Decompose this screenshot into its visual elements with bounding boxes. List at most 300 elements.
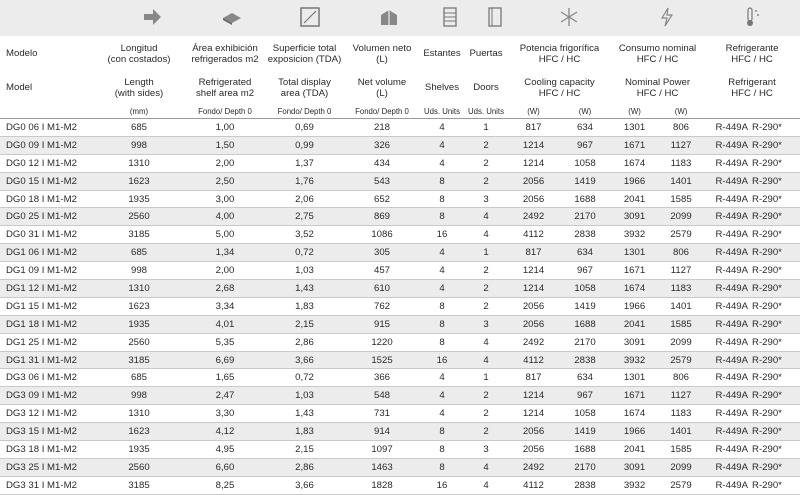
header-length-en: Length (with sides)	[114, 76, 164, 99]
volume-cell: 218	[344, 119, 420, 137]
display-area-cell: 2,86	[265, 333, 344, 351]
refrigerant-hc-cell: R-290*	[752, 172, 800, 190]
shelves-cell: 4	[420, 280, 464, 298]
refrigerant-hc-cell: R-290*	[752, 119, 800, 137]
display-area-cell: 1,03	[265, 262, 344, 280]
header-shelves-es: Estantes	[423, 48, 461, 59]
unit-power-hfc: (W)	[611, 104, 658, 119]
shelf-area-cell: 6,60	[185, 458, 265, 476]
shelves-icon	[439, 6, 461, 28]
shelf-area-cell: 6,69	[185, 351, 265, 369]
model-cell: DG0 18 I M1-M2	[0, 190, 93, 208]
volume-cell: 543	[344, 172, 420, 190]
volume-cell: 610	[344, 280, 420, 298]
cooling-hfc-cell: 2056	[508, 441, 559, 459]
cooling-hfc-cell: 2492	[508, 458, 559, 476]
refrigerant-hfc-cell: R-449A	[704, 333, 752, 351]
shelves-cell: 4	[420, 244, 464, 262]
shelves-cell: 8	[420, 458, 464, 476]
header-cooling-es: Potencia frigorífica HFC / HC	[519, 42, 600, 65]
power-hfc-cell: 1301	[611, 369, 658, 387]
power-hfc-cell: 3932	[611, 226, 658, 244]
doors-cell: 1	[464, 244, 508, 262]
doors-cell: 2	[464, 136, 508, 154]
table-row	[0, 119, 800, 137]
length-cell: 2560	[93, 208, 185, 226]
cooling-hfc-cell: 1214	[508, 136, 559, 154]
length-cell: 998	[93, 387, 185, 405]
doors-cell: 2	[464, 280, 508, 298]
icon-band	[0, 0, 800, 36]
volume-cell: 1828	[344, 476, 420, 494]
power-hfc-cell: 1966	[611, 423, 658, 441]
shelves-cell: 4	[420, 136, 464, 154]
shelf-area-cell: 1,00	[185, 119, 265, 137]
cooling-hc-cell: 1688	[559, 315, 611, 333]
power-hc-cell: 2099	[658, 333, 704, 351]
model-cell: DG0 09 I M1-M2	[0, 136, 93, 154]
display-area-cell: 1,37	[265, 154, 344, 172]
table-row	[0, 315, 800, 333]
shelf-tilted-icon	[221, 6, 243, 28]
power-hc-cell: 2579	[658, 476, 704, 494]
refrigerant-hc-cell: R-290*	[752, 208, 800, 226]
cooling-hc-cell: 2838	[559, 476, 611, 494]
refrigerant-hfc-cell: R-449A	[704, 136, 752, 154]
doors-cell: 4	[464, 476, 508, 494]
refrigerant-hfc-cell: R-449A	[704, 405, 752, 423]
volume-cell: 915	[344, 315, 420, 333]
cooling-hfc-cell: 817	[508, 119, 559, 137]
arrow-right-icon	[141, 6, 163, 28]
length-cell: 1623	[93, 172, 185, 190]
unit-length: (mm)	[93, 104, 185, 119]
cooling-hc-cell: 1419	[559, 172, 611, 190]
power-hfc-cell: 1674	[611, 280, 658, 298]
cooling-hfc-cell: 4112	[508, 226, 559, 244]
table-row	[0, 351, 800, 369]
shelf-area-cell: 5,35	[185, 333, 265, 351]
table-row	[0, 369, 800, 387]
shelf-area-cell: 3,34	[185, 297, 265, 315]
shelves-cell: 8	[420, 423, 464, 441]
cooling-hc-cell: 967	[559, 262, 611, 280]
cooling-hfc-cell: 1214	[508, 262, 559, 280]
header-shelf-area-es: Área exhibición refrigerados m2	[191, 42, 259, 65]
shelf-area-cell: 4,00	[185, 208, 265, 226]
power-hfc-cell: 1674	[611, 154, 658, 172]
table-row	[0, 226, 800, 244]
table-row	[0, 441, 800, 459]
cooling-hfc-cell: 2492	[508, 208, 559, 226]
display-window-icon	[299, 6, 321, 28]
header-model-en: Model	[6, 82, 33, 93]
header-power-en: Nominal Power HFC / HC	[624, 76, 691, 99]
refrigerant-hfc-cell: R-449A	[704, 262, 752, 280]
header-volume-es: Volumen neto (L)	[352, 42, 412, 65]
display-area-cell: 2,15	[265, 315, 344, 333]
power-hc-cell: 806	[658, 369, 704, 387]
refrigerant-hc-cell: R-290*	[752, 315, 800, 333]
refrigerant-hc-cell: R-290*	[752, 244, 800, 262]
power-hc-cell: 1401	[658, 297, 704, 315]
shelves-cell: 4	[420, 369, 464, 387]
volume-cell: 326	[344, 136, 420, 154]
doors-cell: 2	[464, 387, 508, 405]
length-cell: 2560	[93, 333, 185, 351]
doors-cell: 2	[464, 172, 508, 190]
unit-volume: Fondo/ Depth 0	[344, 104, 420, 119]
table-row	[0, 136, 800, 154]
refrigerant-hc-cell: R-290*	[752, 458, 800, 476]
doors-cell: 3	[464, 190, 508, 208]
thermometer-icon	[740, 6, 762, 28]
power-hc-cell: 1183	[658, 405, 704, 423]
cooling-hc-cell: 634	[559, 369, 611, 387]
shelves-cell: 16	[420, 351, 464, 369]
length-cell: 685	[93, 244, 185, 262]
model-cell: DG1 12 I M1-M2	[0, 280, 93, 298]
volume-cell: 1220	[344, 333, 420, 351]
shelves-cell: 8	[420, 315, 464, 333]
model-cell: DG0 15 I M1-M2	[0, 172, 93, 190]
shelves-cell: 8	[420, 333, 464, 351]
refrigerant-hc-cell: R-290*	[752, 154, 800, 172]
power-hfc-cell: 1671	[611, 387, 658, 405]
power-hc-cell: 1127	[658, 136, 704, 154]
power-hc-cell: 1127	[658, 262, 704, 280]
doors-cell: 4	[464, 333, 508, 351]
volume-cell: 305	[344, 244, 420, 262]
power-hfc-cell: 1301	[611, 244, 658, 262]
cooling-hfc-cell: 4112	[508, 476, 559, 494]
shelves-cell: 16	[420, 476, 464, 494]
display-area-cell: 3,66	[265, 476, 344, 494]
refrigerant-hfc-cell: R-449A	[704, 351, 752, 369]
refrigerant-hfc-cell: R-449A	[704, 458, 752, 476]
cooling-hc-cell: 1419	[559, 297, 611, 315]
doors-cell: 2	[464, 262, 508, 280]
power-hfc-cell: 1966	[611, 297, 658, 315]
doors-cell: 4	[464, 351, 508, 369]
header-length-es: Longitud (con costados)	[107, 42, 171, 65]
door-icon	[484, 6, 506, 28]
unit-refrigerant-hc	[752, 104, 800, 119]
cooling-hc-cell: 1688	[559, 441, 611, 459]
display-area-cell: 1,76	[265, 172, 344, 190]
table-row	[0, 244, 800, 262]
refrigerant-hc-cell: R-290*	[752, 351, 800, 369]
power-hc-cell: 1183	[658, 280, 704, 298]
refrigerant-hfc-cell: R-449A	[704, 315, 752, 333]
length-cell: 998	[93, 262, 185, 280]
power-hc-cell: 2579	[658, 226, 704, 244]
power-hfc-cell: 3091	[611, 458, 658, 476]
doors-cell: 2	[464, 423, 508, 441]
length-cell: 998	[93, 136, 185, 154]
shelves-cell: 4	[420, 119, 464, 137]
refrigerant-hc-cell: R-290*	[752, 297, 800, 315]
snowflake-icon	[558, 6, 580, 28]
cooling-hfc-cell: 2056	[508, 172, 559, 190]
specifications-table	[0, 36, 800, 495]
length-cell: 685	[93, 369, 185, 387]
model-cell: DG1 31 I M1-M2	[0, 351, 93, 369]
display-area-cell: 0,72	[265, 244, 344, 262]
refrigerant-hc-cell: R-290*	[752, 441, 800, 459]
cooling-hfc-cell: 1214	[508, 387, 559, 405]
length-cell: 2560	[93, 458, 185, 476]
cooling-hc-cell: 1419	[559, 423, 611, 441]
length-cell: 685	[93, 119, 185, 137]
table-row	[0, 333, 800, 351]
refrigerant-hfc-cell: R-449A	[704, 387, 752, 405]
table-row	[0, 208, 800, 226]
length-cell: 1623	[93, 297, 185, 315]
header-row-english	[0, 71, 800, 104]
header-display-area-es: Superficie total exposicion (TDA)	[267, 42, 342, 65]
cooling-hfc-cell: 1214	[508, 405, 559, 423]
display-area-cell: 2,15	[265, 441, 344, 459]
display-area-cell: 0,69	[265, 119, 344, 137]
header-shelf-area-en: Refrigerated shelf area m2	[195, 76, 255, 99]
refrigerant-hc-cell: R-290*	[752, 387, 800, 405]
power-hfc-cell: 2041	[611, 441, 658, 459]
volume-cell: 652	[344, 190, 420, 208]
shelf-area-cell: 2,50	[185, 172, 265, 190]
power-hfc-cell: 3091	[611, 333, 658, 351]
shelf-area-cell: 2,47	[185, 387, 265, 405]
doors-cell: 3	[464, 315, 508, 333]
refrigerant-hfc-cell: R-449A	[704, 119, 752, 137]
shelf-area-cell: 4,12	[185, 423, 265, 441]
length-cell: 1623	[93, 423, 185, 441]
length-cell: 1310	[93, 405, 185, 423]
volume-cell: 548	[344, 387, 420, 405]
shelf-area-cell: 8,25	[185, 476, 265, 494]
model-cell: DG1 06 I M1-M2	[0, 244, 93, 262]
refrigerant-hfc-cell: R-449A	[704, 423, 752, 441]
model-cell: DG0 06 I M1-M2	[0, 119, 93, 137]
cooling-hfc-cell: 817	[508, 369, 559, 387]
cooling-hc-cell: 1058	[559, 280, 611, 298]
volume-cell: 366	[344, 369, 420, 387]
length-cell: 1310	[93, 154, 185, 172]
unit-display-area: Fondo/ Depth 0	[265, 104, 344, 119]
refrigerant-hc-cell: R-290*	[752, 405, 800, 423]
power-hfc-cell: 2041	[611, 190, 658, 208]
power-hfc-cell: 1671	[611, 136, 658, 154]
model-cell: DG0 25 I M1-M2	[0, 208, 93, 226]
power-hc-cell: 2099	[658, 458, 704, 476]
power-hfc-cell: 2041	[611, 315, 658, 333]
unit-doors: Uds. Units	[464, 104, 508, 119]
power-hfc-cell: 3932	[611, 476, 658, 494]
refrigerant-hfc-cell: R-449A	[704, 190, 752, 208]
shelves-cell: 8	[420, 297, 464, 315]
display-area-cell: 1,43	[265, 405, 344, 423]
header-model-es: Modelo	[6, 48, 38, 59]
cooling-hc-cell: 967	[559, 136, 611, 154]
refrigerant-hc-cell: R-290*	[752, 136, 800, 154]
length-cell: 1310	[93, 280, 185, 298]
unit-cooling-hc: (W)	[559, 104, 611, 119]
cooling-hfc-cell: 1214	[508, 280, 559, 298]
unit-cooling-hfc: (W)	[508, 104, 559, 119]
power-hc-cell: 2579	[658, 351, 704, 369]
cooling-hfc-cell: 2492	[508, 333, 559, 351]
volume-cell: 1086	[344, 226, 420, 244]
shelf-area-cell: 3,00	[185, 190, 265, 208]
volume-cell: 1097	[344, 441, 420, 459]
volume-cell: 914	[344, 423, 420, 441]
cooling-hc-cell: 1058	[559, 154, 611, 172]
unit-shelves: Uds. Units	[420, 104, 464, 119]
table-row	[0, 387, 800, 405]
display-area-cell: 2,06	[265, 190, 344, 208]
display-area-cell: 3,66	[265, 351, 344, 369]
length-cell: 3185	[93, 351, 185, 369]
refrigerant-hfc-cell: R-449A	[704, 244, 752, 262]
refrigerant-hfc-cell: R-449A	[704, 441, 752, 459]
power-hc-cell: 1585	[658, 441, 704, 459]
unit-power-hc: (W)	[658, 104, 704, 119]
table-row	[0, 458, 800, 476]
power-hc-cell: 1585	[658, 315, 704, 333]
cooling-hc-cell: 2170	[559, 208, 611, 226]
refrigerant-hc-cell: R-290*	[752, 333, 800, 351]
volume-cell: 434	[344, 154, 420, 172]
display-area-cell: 0,72	[265, 369, 344, 387]
shelf-area-cell: 3,30	[185, 405, 265, 423]
header-volume-en: Net volume (L)	[357, 76, 407, 99]
doors-cell: 2	[464, 154, 508, 172]
cooling-hfc-cell: 2056	[508, 190, 559, 208]
cooling-hc-cell: 2170	[559, 333, 611, 351]
header-doors-en: Doors	[473, 82, 499, 93]
shelf-area-cell: 4,01	[185, 315, 265, 333]
cooling-hc-cell: 634	[559, 119, 611, 137]
volume-cell: 731	[344, 405, 420, 423]
shelf-area-cell: 4,95	[185, 441, 265, 459]
shelves-cell: 4	[420, 387, 464, 405]
table-row	[0, 476, 800, 494]
power-hc-cell: 806	[658, 244, 704, 262]
doors-cell: 1	[464, 119, 508, 137]
model-cell: DG3 31 I M1-M2	[0, 476, 93, 494]
display-area-cell: 1,83	[265, 423, 344, 441]
power-hfc-cell: 3932	[611, 351, 658, 369]
power-hc-cell: 806	[658, 119, 704, 137]
cooling-hc-cell: 634	[559, 244, 611, 262]
cooling-hc-cell: 967	[559, 387, 611, 405]
volume-cell: 869	[344, 208, 420, 226]
table-row	[0, 405, 800, 423]
refrigerant-hfc-cell: R-449A	[704, 208, 752, 226]
cooling-hfc-cell: 2056	[508, 315, 559, 333]
length-cell: 1935	[93, 190, 185, 208]
power-hc-cell: 1127	[658, 387, 704, 405]
model-cell: DG0 31 I M1-M2	[0, 226, 93, 244]
display-area-cell: 0,99	[265, 136, 344, 154]
header-power-es: Consumo nominal HFC / HC	[618, 42, 697, 65]
shelf-area-cell: 1,65	[185, 369, 265, 387]
shelves-cell: 8	[420, 190, 464, 208]
table-row	[0, 262, 800, 280]
shelves-cell: 4	[420, 154, 464, 172]
shelves-cell: 4	[420, 405, 464, 423]
model-cell: DG1 18 I M1-M2	[0, 315, 93, 333]
cooling-hc-cell: 2838	[559, 226, 611, 244]
volume-cell: 762	[344, 297, 420, 315]
table-row	[0, 190, 800, 208]
cooling-hc-cell: 1058	[559, 405, 611, 423]
display-area-cell: 1,03	[265, 387, 344, 405]
volume-cell: 457	[344, 262, 420, 280]
power-hfc-cell: 1674	[611, 405, 658, 423]
length-cell: 1935	[93, 441, 185, 459]
header-row-units	[0, 104, 800, 119]
unit-model	[0, 104, 93, 119]
header-display-area-en: Total display area (TDA)	[278, 76, 331, 99]
cooling-hc-cell: 2170	[559, 458, 611, 476]
unit-refrigerant-hfc	[704, 104, 752, 119]
header-shelves-en: Shelves	[424, 82, 460, 93]
cooling-hfc-cell: 817	[508, 244, 559, 262]
doors-cell: 4	[464, 208, 508, 226]
header-doors-es: Puertas	[469, 48, 503, 59]
model-cell: DG3 06 I M1-M2	[0, 369, 93, 387]
doors-cell: 1	[464, 369, 508, 387]
model-cell: DG3 25 I M1-M2	[0, 458, 93, 476]
table-body	[0, 119, 800, 495]
cooling-hfc-cell: 2056	[508, 297, 559, 315]
model-cell: DG3 18 I M1-M2	[0, 441, 93, 459]
refrigerant-hc-cell: R-290*	[752, 190, 800, 208]
cooling-hc-cell: 2838	[559, 351, 611, 369]
power-hfc-cell: 1671	[611, 262, 658, 280]
doors-cell: 2	[464, 297, 508, 315]
display-area-cell: 1,83	[265, 297, 344, 315]
doors-cell: 3	[464, 441, 508, 459]
power-hfc-cell: 3091	[611, 208, 658, 226]
shelves-cell: 16	[420, 226, 464, 244]
model-cell: DG3 12 I M1-M2	[0, 405, 93, 423]
refrigerant-hfc-cell: R-449A	[704, 476, 752, 494]
table-row	[0, 172, 800, 190]
shelf-area-cell: 2,68	[185, 280, 265, 298]
refrigerant-hfc-cell: R-449A	[704, 280, 752, 298]
table-row	[0, 423, 800, 441]
power-hc-cell: 1401	[658, 172, 704, 190]
refrigerant-hc-cell: R-290*	[752, 369, 800, 387]
model-cell: DG1 09 I M1-M2	[0, 262, 93, 280]
header-refrigerant-en: Refrigerant HFC / HC	[728, 76, 776, 99]
model-cell: DG1 25 I M1-M2	[0, 333, 93, 351]
display-area-cell: 1,43	[265, 280, 344, 298]
doors-cell: 4	[464, 226, 508, 244]
shelf-area-cell: 2,00	[185, 154, 265, 172]
doors-cell: 4	[464, 458, 508, 476]
model-cell: DG3 09 I M1-M2	[0, 387, 93, 405]
length-cell: 3185	[93, 226, 185, 244]
cooling-hfc-cell: 4112	[508, 351, 559, 369]
shelf-area-cell: 2,00	[185, 262, 265, 280]
box-3d-icon	[378, 6, 400, 28]
header-refrigerant-es: Refrigerante HFC / HC	[725, 42, 779, 65]
display-area-cell: 2,86	[265, 458, 344, 476]
model-cell: DG3 15 I M1-M2	[0, 423, 93, 441]
